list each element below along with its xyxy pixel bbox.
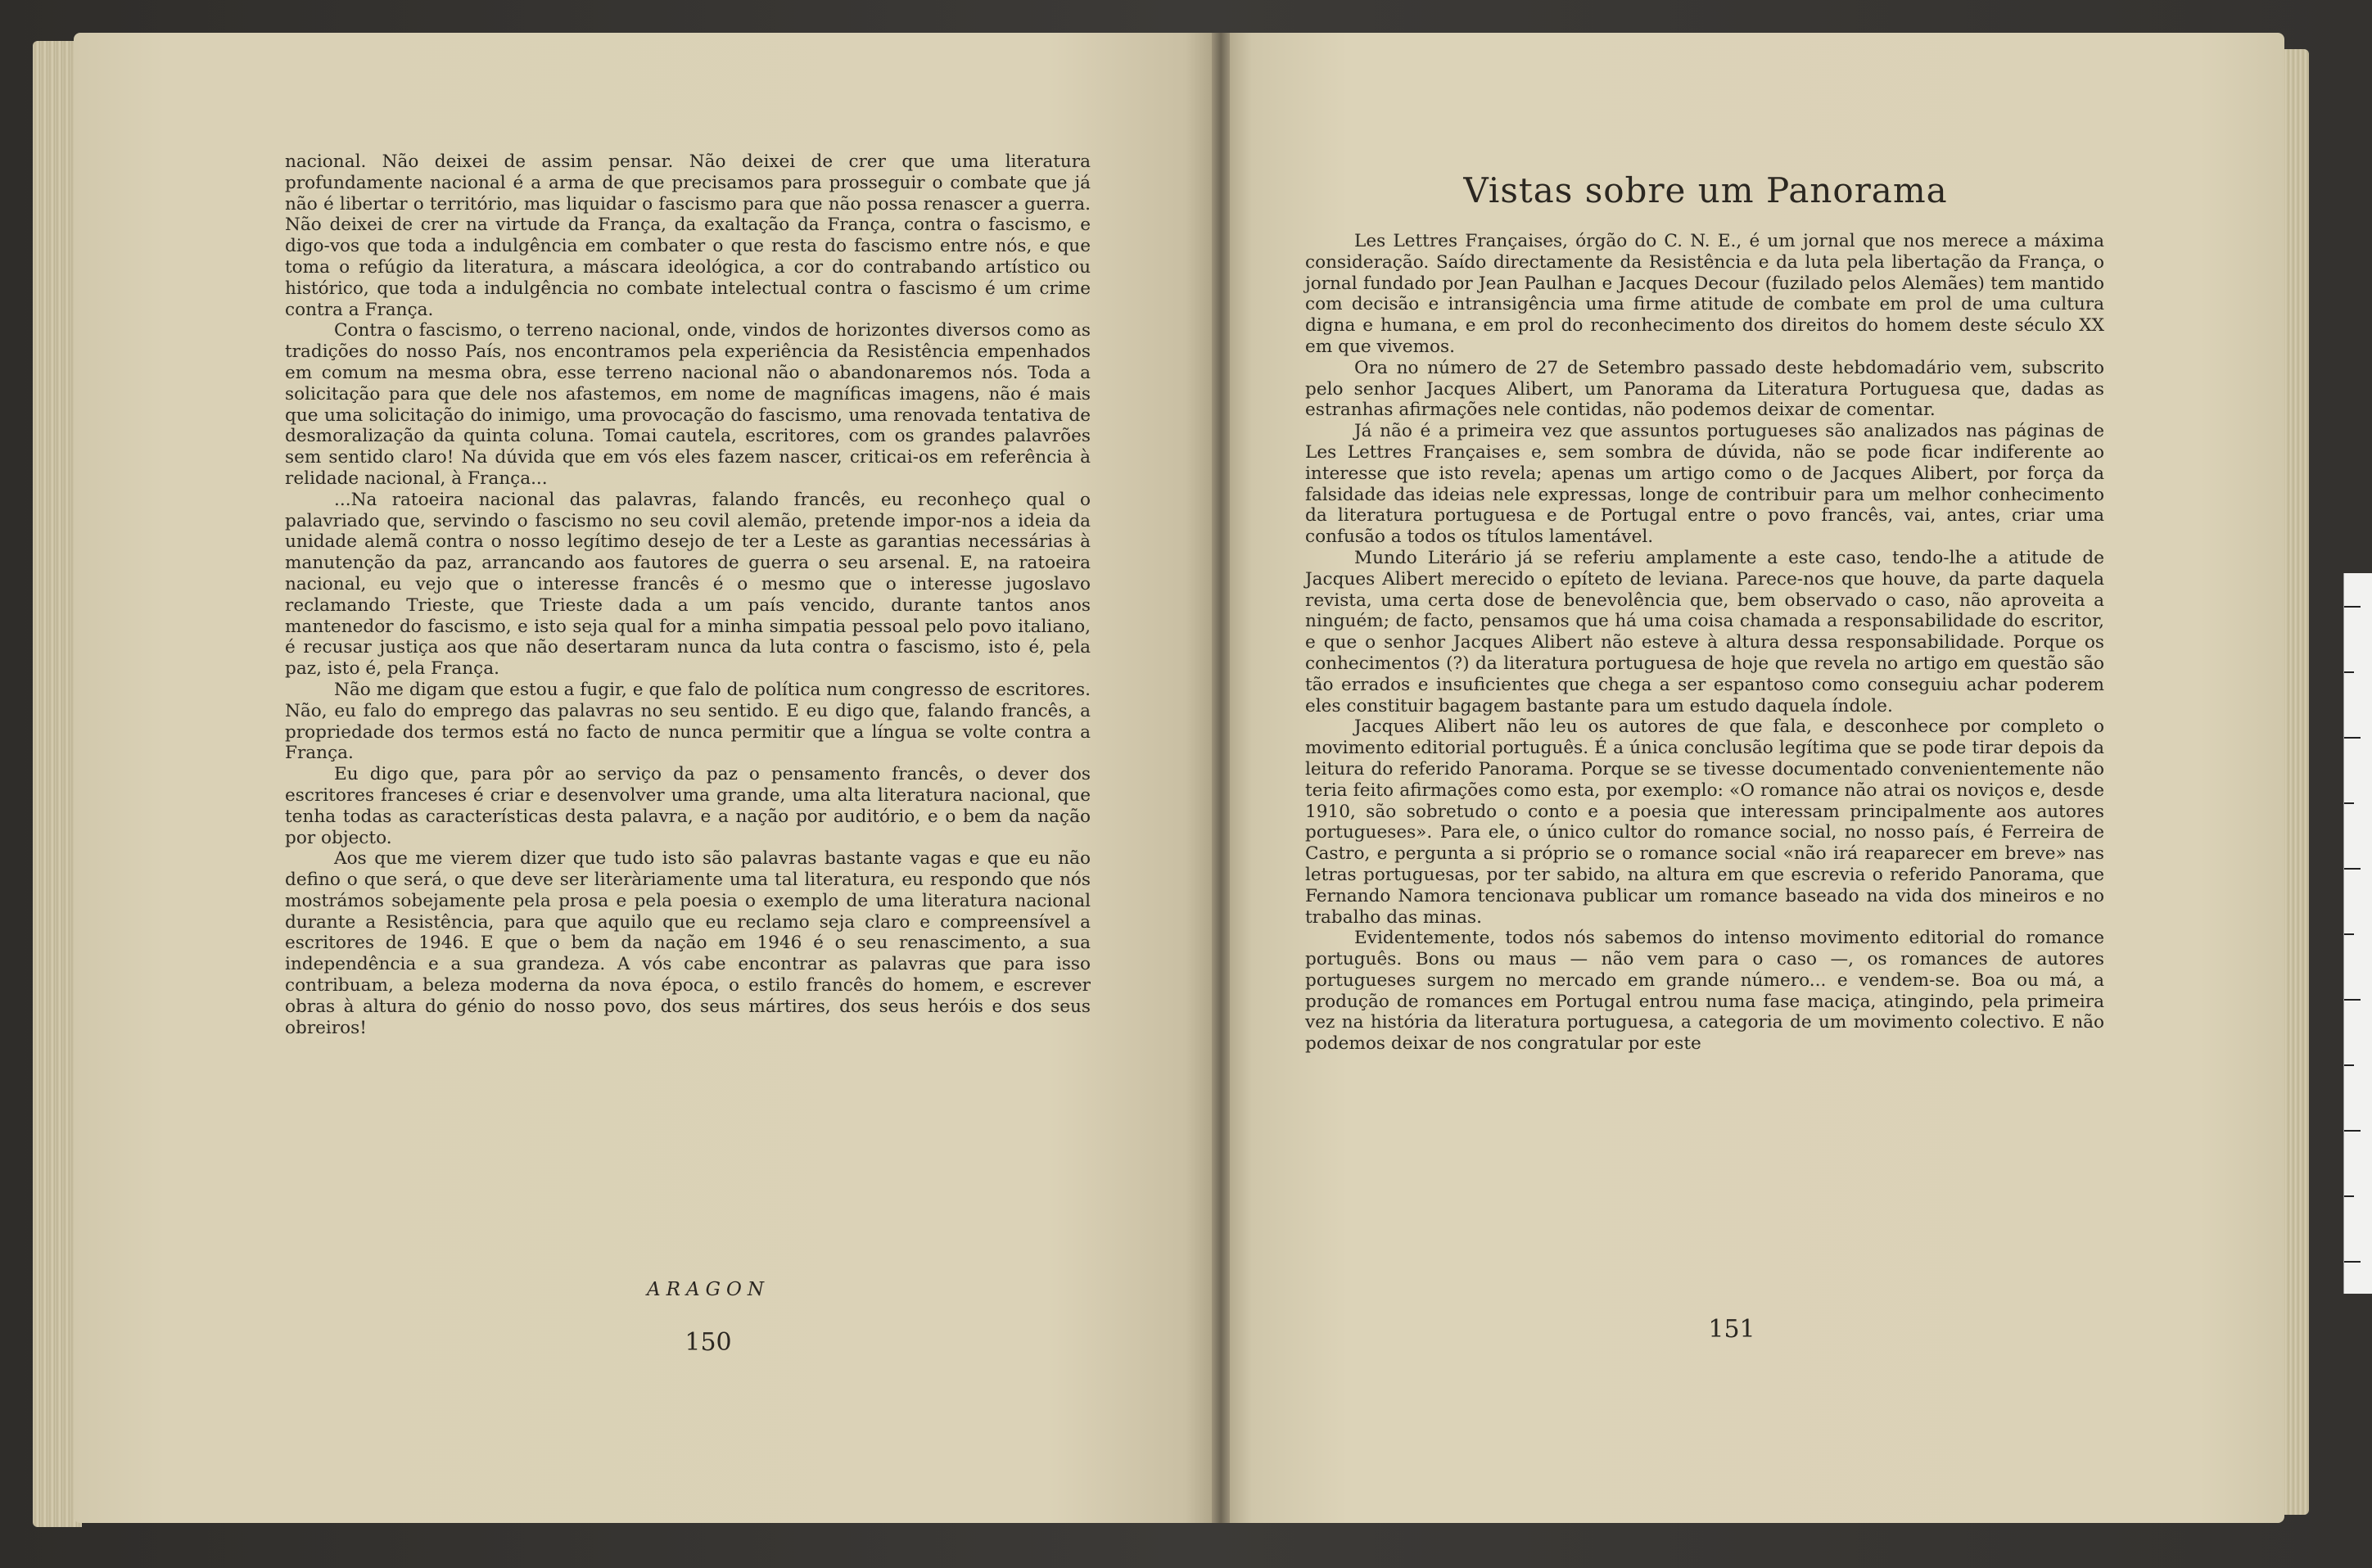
author-signature: ARAGON (647, 1279, 770, 1300)
paragraph: Eu digo que, para pôr ao serviço da paz o pensamento francês, o dever dos escritores franceses é criar e desenvolver uma grande, uma alta literatura nacional, que tenha todas as características desta palavra, e a nação por auditório, e o bem da nação por objecto. (285, 764, 1091, 848)
paragraph: Aos que me vierem dizer que tudo isto são palavras bastante vagas e que eu não defino o que será, o que deve ser literàriamente uma tal literatura, eu respondo que nós mostrámos sobejamente pela prosa e pela poesia o exemplo de uma literatura nacional durante a Resistência, para que aquilo que eu reclamo seja claro e compreensível a escritores de 1946. E que o bem da nação em 1946 é o seu renascimento, a sua independência e a sua grandeza. A vós cabe encontrar as palavras que para isso contribuam, a beleza moderna da nova época, o estilo francês do homem, e escrever obras à altura do génio do nosso povo, dos seus mártires, dos seus heróis e dos seus obreiros! (285, 848, 1091, 1038)
paragraph: Jacques Alibert não leu os autores de que fala, e desconhece por completo o movimento editorial português. É a única conclusão legítima que se pode tirar depois da leitura do referido Panorama. Porque se se tivesse documentado convenientemente não teria feito afirmações como esta, por exemplo: «O romance não atrai os noviços e, desde 1910, são sobretudo o conto e a poesia que interessam principalmente aos autores portugueses». Para ele, o único cultor do romance social, no nosso país, é Ferreira de Castro, e pergunta a si próprio se o romance social «não irá reaparecer em breve» nas letras portuguesas, por ter sabido, na altura em que escrevia o referido Panorama, que Fernando Namora tencionava publicar um romance baseado na vida dos mineiros e no trabalho das minas. (1305, 716, 2104, 928)
page-number-left: 150 (684, 1328, 732, 1357)
paragraph: Contra o fascismo, o terreno nacional, onde, vindos de horizontes diversos como as tradições do nosso País, nos encontramos pela experiência da Resistência empenhados em comum na mesma obra, esse terreno nacional não o abandonaremos nós. Toda a solicitação para que dele nos afastemos, em nome de magníficas imagens, não é mais que uma solicitação do inimigo, uma provocação do fascismo, uma renovada tentativa de desmoralização da quinta coluna. Tomai cautela, escritores, com os grandes palavrões sem sentido claro! Na dúvida que em vós eles fazem nascer, criticai-os em referência à relidade nacional, à França... (285, 320, 1091, 489)
page-number-right: 151 (1708, 1315, 1755, 1344)
paragraph: Já não é a primeira vez que assuntos portugueses são analizados nas páginas de Les Lettres Françaises e, sem sombra de dúvida, não se pode ficar indiferente ao interesse que isto revela; apenas um artigo como o de Jacques Alibert, por força da falsidade das ideias nele expressas, longe de contribuir para um melhor conhecimento da literatura portuguesa e de Portugal entre o povo francês, vai, antes, criar uma confusão a todos os títulos lamentável. (1305, 421, 2104, 548)
right-page-body (1305, 231, 2104, 1055)
paragraph: Mundo Literário já se referiu amplamente a este caso, tendo-lhe a atitude de Jacques Alibert merecido o epíteto de leviana. Parece-nos que houve, da parte daquela revista, uma certa dose de benevolência que, bem observado o caso, não aproveita a ninguém; de facto, pensamos que há uma coisa chamada a responsabilidade do escritor, e que o senhor Jacques Alibert não esteve à altura dessa responsabilidade. Porque os conhecimentos (?) da literatura portuguesa de hoje que revela no artigo em questão são tão errados e insuficientes que chega a ser espantoso como conseguiu achar poderem eles constituir bagagem bastante para um estudo daquela índole. (1305, 547, 2104, 716)
article-title: Vistas sobre um Panorama (1463, 170, 1948, 210)
paragraph: Les Lettres Françaises, órgão do C. N. E., é um jornal que nos merece a máxima consideração. Saído directamente da Resistência e da luta pela libertação da França, o jornal fundado por Jean Paulhan e Jacques Decour (fuzilado pelos Alemães) tem mantido com decisão e intransigência uma firme atitude de combate em prol de uma cultura digna e humana, e em prol do reconhecimento dos direitos do homem deste século XX em que vivemos. (1305, 231, 2104, 357)
paragraph: ...Na ratoeira nacional das palavras, falando francês, eu reconheço qual o palavriado que, servindo o fascismo no seu covil alemão, pretende impor-nos a ideia da unidade alemã contra o nosso legítimo desejo de ter a Leste as garantias necessárias à manutenção da paz, arrancando aos fautores de guerra o seu arsenal. E, na ratoeira nacional, eu vejo que o interesse francês é o mesmo que o interesse jugoslavo reclamando Trieste, que Trieste dada a um país vencido, durante tantos anos mantenedor do fascismo, e isto seja qual for a minha simpatia pessoal pelo povo italiano, é recusar justiça aos que não desertaram nunca da luta contra o fascismo, isto é, pela paz, isto é, pela França. (285, 489, 1091, 680)
paragraph: nacional. Não deixei de assim pensar. Não deixei de crer que uma literatura profundamente nacional é a arma de que precisamos para prosseguir o combate que já não é libertar o território, mas liquidar o fascismo para que não possa renascer a guerra. Não deixei de crer na virtude da França, da exaltação da França, contra o fascismo, e digo-vos que toda a indulgência em combater o que resta do fascismo entre nós, e que toma o refúgio da literatura, a máscara ideológica, a cor do contrabando artístico ou histórico, que toda a indulgência no combate intelectual contra o fascismo é um crime contra a França. (285, 151, 1091, 320)
paragraph: Não me digam que estou a fugir, e que falo de política num congresso de escritores. Não, eu falo do emprego das palavras no seu sentido. E eu digo que, falando francês, a propriedade dos termos está no facto de nunca permitir que a língua se volte contra a França. (285, 679, 1091, 764)
left-page-body (285, 151, 1091, 1038)
scale-ruler (2343, 573, 2372, 1294)
paragraph: Evidentemente, todos nós sabemos do intenso movimento editorial do romance português. Bons ou maus — não vem para o caso —, os romances de autores portugueses surgem no mercado em grande número... e vendem-se. Boa ou má, a produção de romances em Portugal entrou numa fase maciça, atingindo, pela primeira vez na história da literatura portuguesa, a categoria de um movimento colectivo. E não podemos deixar de nos congratular por este (1305, 928, 2104, 1055)
paragraph: Ora no número de 27 de Setembro passado deste hebdomadário vem, subscrito pelo senhor Jacques Alibert, um Panorama da Literatura Portuguesa que, dadas as estranhas afirmações nele contidas, não podemos deixar de comentar. (1305, 357, 2104, 421)
book-gutter (1212, 33, 1230, 1523)
